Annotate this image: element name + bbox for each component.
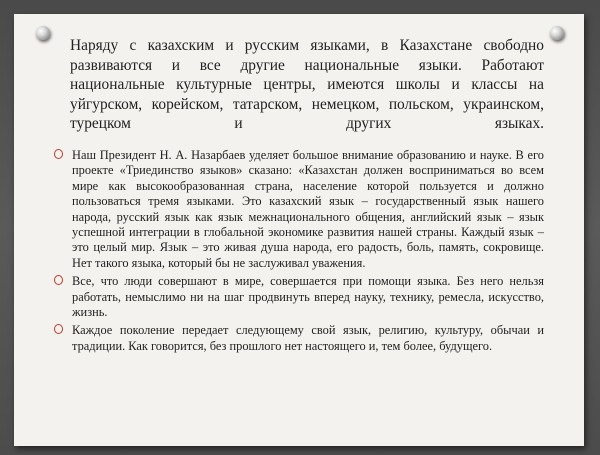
list-item (54, 274, 544, 320)
circle-bullet-icon (54, 275, 63, 285)
circle-bullet-icon (54, 324, 63, 334)
circle-bullet-icon (54, 149, 63, 159)
bullet-list (54, 148, 544, 357)
intro-paragraph: Наряду с казахским и русским языками, в Казахстане свободно развиваются и все другие национальные языки. Работают национальные культурные центры, имеются школы и классы на уйгурском, корейском, татарском, немецком, польском, украинском, турецком и других языках. (70, 37, 544, 133)
bullet-text: Все, что люди совершают в мире, совершается при помощи языка. Без него нельзя работать, немыслимо ни на шаг продвинуть вперед науку, технику, ремесла, искусство, жизнь. (72, 274, 544, 320)
list-item (54, 323, 544, 354)
pushpin-icon (36, 26, 50, 40)
pushpin-icon (550, 26, 564, 40)
list-item (54, 148, 544, 271)
bullet-text: Каждое поколение передает следующему свой язык, религию, культуру, обычаи и традиции. Как говорится, без прошлого нет настоящего и, тем более, будущего. (72, 323, 544, 353)
bullet-text: Наш Президент Н. А. Назарбаев уделяет большое внимание образованию и науке. В его проекте «Триединство языков» сказано: «Казахстан должен восприниматься во всем мире как высокообразованная страна, население которой пользуется и должно пользоваться тремя языками. Это казахский язык – государственный язык нашего народа, русский язык как язык межнационального общения, английский язык – язык успешной интеграции в глобальной экономике развития нашей страны. Каждый язык – это целый мир. Язык – это живая душа народа, его радость, боль, память, сокровище. Нет такого языка, который бы не заслуживал уважения. (72, 148, 544, 270)
